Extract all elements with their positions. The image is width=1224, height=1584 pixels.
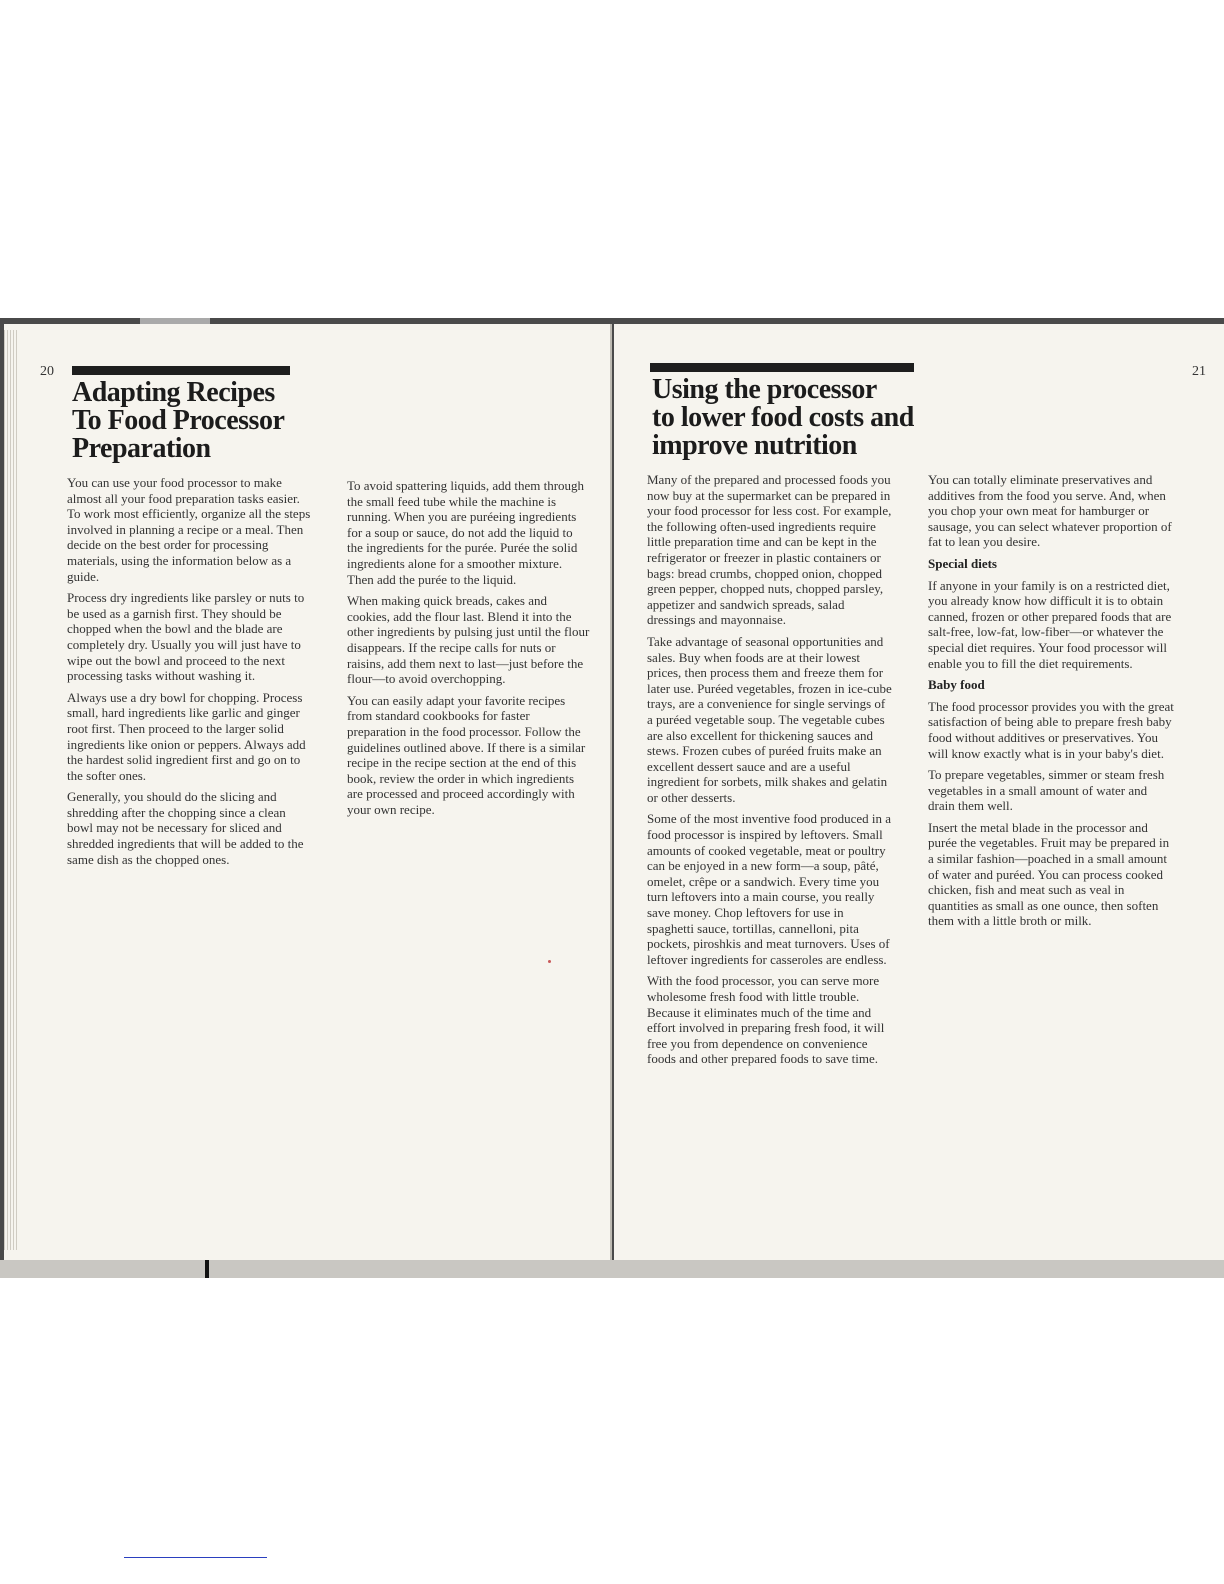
paragraph: Many of the prepared and processed foods you now buy at the supermarket can be prepared in your food processor for less cost. For example, the following often-used ingredients require little preparation time and can be kept in the refrigerator or freezer in plastic containers or bags: bread crumbs, chopped onion, chopped green pepper, chopped nuts, chopped parsley, appetizer and sandwich spreads, salad dressings and mayonnaise. xyxy=(647,472,892,628)
section-heading-baby-food: Baby food xyxy=(928,677,985,693)
paragraph: Take advantage of seasonal opportunities and sales. Buy when foods are at their lowest prices, then process them and freeze them for later use. Puréed vegetables, frozen in ice-cube trays, are a convenience for single servings of a puréed vegetable soup. The vegetable cubes are also excellent for thickening sauces and stews. Frozen cubes of puréed fruits make an excellent dessert sauce and are a useful ingredient for sorbets, milk shakes and gelatin or other desserts. xyxy=(647,633,892,805)
right-column-2 xyxy=(928,472,1176,935)
title-line: to lower food costs and xyxy=(652,402,914,433)
page-title-right xyxy=(652,376,914,460)
title-line: improve nutrition xyxy=(652,430,857,461)
title-line: Using the processor xyxy=(652,374,877,405)
paragraph: Process dry ingredients like parsley or nuts to be used as a garnish first. They should be chopped when the bowl and the blade are completely dry. Usually you will just have to wipe out the bowl and proceed to the next processing tasks without washing it. xyxy=(67,590,305,684)
paragraph: Always use a dry bowl for chopping. Process small, hard ingredients like garlic and ginger root first. Then proceed to the larger solid ingredients like onion or peppers. Always add the hardest solid ingredient first and go on to the softer ones. xyxy=(67,689,306,783)
page-number-right: 21 xyxy=(1192,364,1206,379)
title-line: Preparation xyxy=(72,433,211,464)
paragraph: Generally, you should do the slicing and shredding after the chopping since a clean bowl may not be necessary for sliced and shredded ingredients that will be added to the same dish as the chopped ones. xyxy=(67,789,304,867)
bottom-edge-mark xyxy=(205,1260,209,1278)
stray-mark xyxy=(548,960,551,963)
left-column-2 xyxy=(347,478,591,823)
paragraph: When making quick breads, cakes and cookies, add the flour last. Blend it into the other ingredients by pulsing just until the flour disappears. If the recipe calls for nuts or raisins, add them next to last—just before the flour—to avoid overchopping. xyxy=(347,593,590,687)
paragraph: Insert the metal blade in the processor and purée the vegetables. Fruit may be prepared in a similar fashion—poached in a small amount of water and puréed. You can process cooked chicken, fish and meat such as veal in quantities as small as one ounce, then soften them with a little broth or milk. xyxy=(928,819,1170,929)
paragraph: Some of the most inventive food produced in a food processor is inspired by leftovers. Small amounts of cooked vegetable, meat or poultry can be enjoyed in a new form—a soup, pâté, omelet, crêpe or a sandwich. Every time you turn leftovers into a main course, you really save money. Chop leftovers for use in spaghetti sauce, tortillas, cannelloni, pita pockets, piroshkis and meat turnovers. Uses of leftover ingredients for casseroles are endless. xyxy=(647,811,892,967)
section-heading-special-diets: Special diets xyxy=(928,555,997,571)
paragraph: To prepare vegetables, simmer or steam fresh vegetables in a small amount of water and drain them well. xyxy=(928,767,1165,814)
paragraph: If anyone in your family is on a restricted diet, you already know how difficult it is to obtain canned, frozen or other prepared foods that are salt-free, low-fat, low-fiber—or whatever the special diet requires. Your food processor will enable you to fill the diet requirements. xyxy=(928,577,1172,671)
page-number-left: 20 xyxy=(40,364,54,379)
bottom-edge-strip xyxy=(0,1260,1224,1278)
title-line: To Food Processor xyxy=(72,405,285,436)
bottom-blue-line xyxy=(124,1557,267,1558)
title-line: Adapting Recipes xyxy=(72,377,275,408)
paragraph: To avoid spattering liquids, add them through the small feed tube while the machine is running. When you are puréeing ingredients for a soup or sauce, do not add the liquid to the ingredients for the purée. Purée the solid ingredients alone for a smoother mixture. Then add the purée to the liquid. xyxy=(347,478,585,587)
page-title-left xyxy=(72,379,284,463)
title-rule-right xyxy=(650,363,914,372)
paragraph: You can totally eliminate preservatives and additives from the food you serve. And, when you chop your own meat for hamburger or sausage, you can select whatever proportion of fat to lean you desire. xyxy=(928,472,1172,550)
paragraph: With the food processor, you can serve more wholesome fresh food with little trouble. Because it eliminates much of the time and effort involved in preparing fresh food, it will free you from dependence on convenience foods and other prepared foods to save time. xyxy=(647,973,885,1067)
right-column-1 xyxy=(647,472,893,1073)
paragraph: You can easily adapt your favorite recipes from standard cookbooks for faster preparation in the food processor. Follow the guidelines outlined above. If there is a similar recipe in the recipe section at the end of this book, review the order in which ingredients are processed and proceed accordingly with your own recipe. xyxy=(347,692,586,817)
page-edges xyxy=(4,330,18,1250)
left-column-1 xyxy=(67,475,313,873)
title-rule-left xyxy=(72,366,290,375)
paragraph: You can use your food processor to make almost all your food preparation tasks easier. To work most efficiently, organize all the steps involved in planning a recipe or a meal. Then decide on the best order for processing materials, using the information below as a guide. xyxy=(67,475,311,584)
paragraph: The food processor provides you with the great satisfaction of being able to prepare fresh baby food without additives or preservatives. You will know exactly what is in your baby's diet. xyxy=(928,698,1174,761)
